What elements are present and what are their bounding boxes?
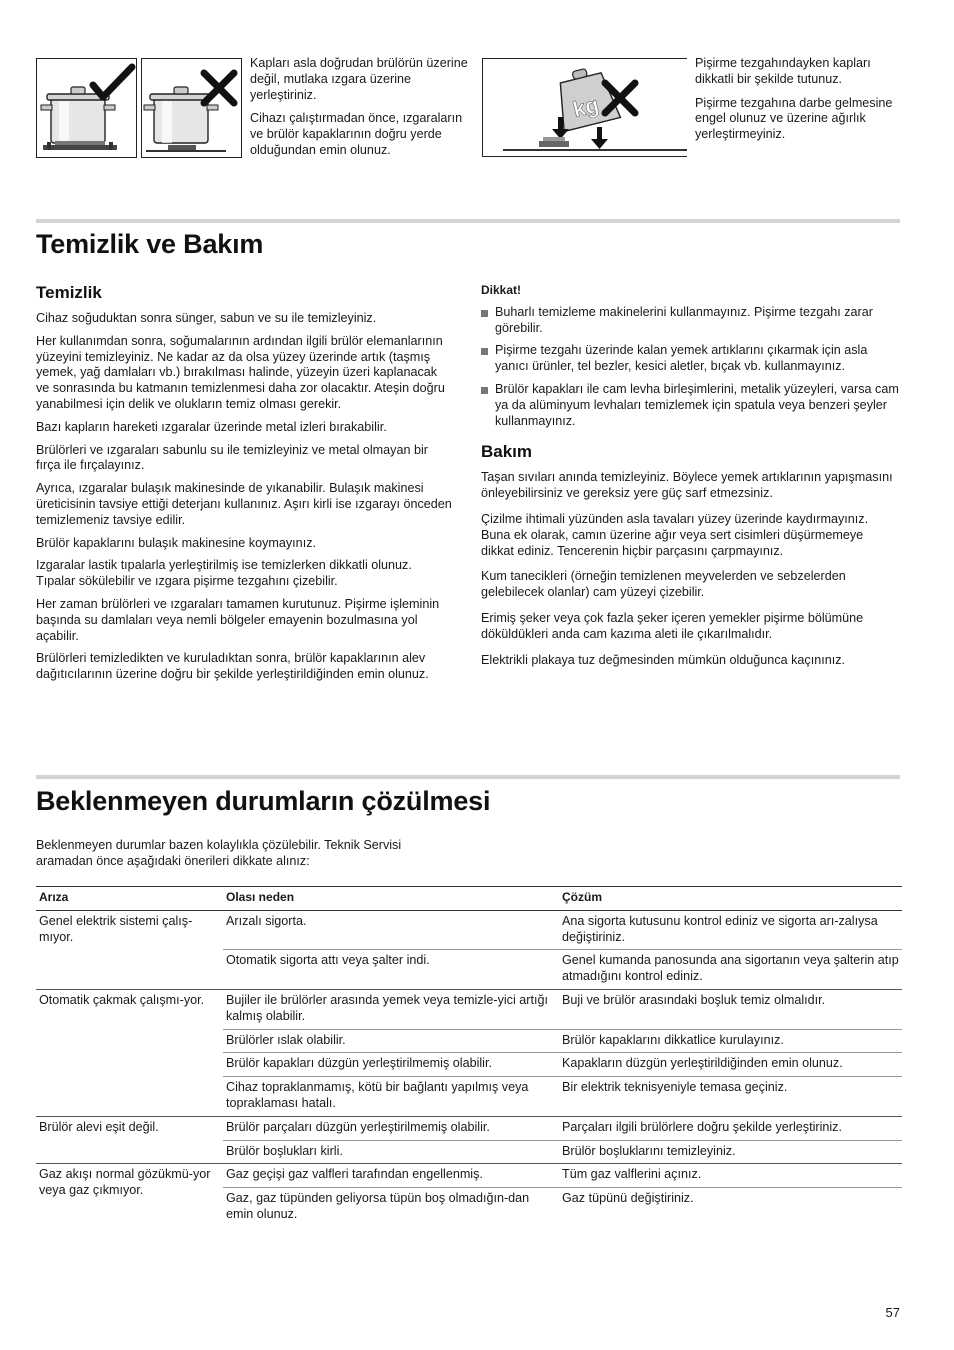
paragraph: Kum tanecikleri (örneğin temizlenen meyvelerden ve sebzelerden gelebilecek olanlar) cam yüzeyi çizebilir. [481, 569, 846, 600]
page-number: 57 [885, 1305, 900, 1320]
paragraph: Taşan sıvıları anında temizleyiniz. Böylece yemek artıklarının yapışmasını önleyebilirsiniz ve gereksiz yere güç sarf etmezsiniz. [481, 470, 893, 501]
fault-cell: Otomatik çakmak çalışmı-yor. [36, 989, 223, 1116]
paragraph: Elektrikli plakaya tuz değmesinden mümkün olduğunca kaçınınız. [481, 652, 846, 667]
bullet-square-icon [481, 387, 488, 394]
paragraph: Her kullanımdan sonra, soğumalarının ardından ilgili brülör elemanlarının yüzeyini temizleyiniz. Ne kadar az da olsa yüzey üzerinde artık (taşmış yemek, yağ damlaları vb.) bırakılması halinde, yüzeyin üzeri kaplanacak ve sonrasında bu katmanın temizlenmesi daha zor olacaktır. Ateşin doğru yanabilmesi için delik ve olukların temiz olması gerekir. [36, 333, 445, 411]
solution-cell: Gaz tüpünü değiştiriniz. [562, 1191, 694, 1206]
solution-cell: Bir elektrik teknisyeniyle temasa geçiniz. [559, 1077, 902, 1117]
cleaning-column [36, 282, 452, 690]
section-title-cleaning-maintenance: Temizlik ve Bakım [36, 229, 264, 259]
burner-icon [539, 137, 569, 147]
solution-cell: Ana sigorta kutusunu kontrol ediniz ve sigorta arı-zalıysa değiştiriniz. [559, 910, 902, 950]
table-header-row [36, 887, 902, 911]
solution-cell: Kapakların düzgün yerleştirildiğinden emin olunuz. [559, 1053, 902, 1077]
paragraph: Cihaz soğuduktan sonra sünger, sabun ve su ile temizleyiniz. [36, 311, 377, 325]
cross-mark-icon [204, 73, 234, 103]
note-text: Pişirme tezgahına darbe gelmesine engel olunuz ve üzerine ağırlık yerleştirmeyiniz. [695, 95, 893, 142]
hob-surface [503, 149, 687, 151]
paragraph: Izgaralar lastik tıpalarla yerleştirilmiş ise temizlerken dikkatli olunuz. Tıpalar sökülebilir ve ızgara pişirme tezgahını çizebilir. [36, 558, 412, 589]
note-text: Cihazı çalıştırmadan önce, ızgaraların ve brülör kapaklarının doğru yerde olduğundan emin olunuz. [250, 111, 463, 157]
hob-handling-notes [695, 56, 905, 151]
cause-cell: Gaz geçişi gaz valfleri tarafından engellenmiş. [223, 1164, 559, 1188]
cleaning-heading: Temizlik [36, 283, 102, 302]
solution-cell: Buji ve brülör arasındaki boşluk temiz olmalıdır. [559, 989, 902, 1029]
paragraph: Brülörleri temizledikten ve kuruladıktan sonra, brülör kapaklarının alev dağıtıcılarının üzerine doğru bir şekilde yerleştirildiğinden emin olunuz. [36, 651, 429, 682]
solution-cell: Genel kumanda panosunda ana sigortanın veya şalterin atıp atmadığını kontrol ediniz. [559, 950, 902, 990]
caution-label: Dikkat! [481, 283, 522, 297]
bullet-square-icon [481, 310, 488, 317]
paragraph: Ayrıca, ızgaralar bulaşık makinesinde de yıkanabilir. Bulaşık makinesi üreticisinin tavsiye ettiği deterjanı kullanınız. Aşırı kirli ise ızgarayı önceden temizlemeniz tavsiye edilir. [36, 481, 452, 527]
cause-cell: Brülörler ıslak olabilir. [223, 1029, 559, 1053]
paragraph: Bazı kapların hareketi ızgaralar üzerinde metal izleri bırakabilir. [36, 419, 387, 434]
note-text: Kapları asla doğrudan brülörün üzerine değil, mutlaka ızgara üzerine yerleştiriniz. [250, 56, 468, 102]
paragraph: Erimiş şeker veya çok fazla şeker içeren yemekler pişirme bölümüne döküldükleri anda cam kazıma aleti ile çıkarılmalıdır. [481, 610, 864, 641]
paragraph: Brülör kapaklarını bulaşık makinesine koymayınız. [36, 535, 316, 550]
caution-list [481, 305, 899, 430]
burner-icon [146, 145, 226, 152]
caution-maintenance-column [481, 283, 899, 675]
paragraph: Çizilme ihtimali yüzünden asla tavaları yüzey üzerinde kaydırmayınız. Buna ek olarak, camın üzerine ağır veya sert cisimleri düşürmemeye dikkat ediniz. Tencerenin hiçbir parçasını çarpmayınız. [481, 511, 869, 558]
list-item [481, 305, 899, 337]
table-row [36, 989, 902, 1029]
weight-label: kg [570, 91, 602, 123]
solution-cell: Brülör kapaklarını dikkatlice kurulayınız. [559, 1029, 902, 1053]
column-header-fault: Arıza [36, 887, 223, 911]
cause-cell: Brülör parçaları düzgün yerleştirilmemiş olabilir. [223, 1116, 559, 1140]
cause-cell: Brülör kapakları düzgün yerleştirilmemiş olabilir. [223, 1053, 559, 1077]
section-divider [36, 219, 900, 223]
section-divider [36, 775, 900, 779]
pot-placement-notes [250, 56, 468, 167]
section-title-troubleshooting: Beklenmeyen durumların çözülmesi [36, 786, 491, 816]
list-item-text: Buharlı temizleme makinelerini kullanmayınız. Pişirme tezgahı zarar görebilir. [495, 304, 873, 335]
pot-on-grate-correct-figure [36, 58, 137, 158]
maintenance-heading: Bakım [481, 442, 533, 462]
pot-on-burner-wrong-figure [141, 58, 242, 158]
paragraph: Her zaman brülörleri ve ızgaraları tamamen kurutunuz. Pişirme işleminin başında su damlaları veya nemli bölgeler emayenin bozulmasına yol açabilir. [36, 596, 440, 643]
down-arrow-icon [591, 127, 608, 149]
cause-cell: Gaz, gaz tüpünden geliyorsa tüpün boş olmadığın-dan emin olunuz. [226, 1191, 530, 1221]
weight-on-hob-wrong-figure [482, 58, 687, 157]
troubleshooting-table [36, 886, 902, 1227]
check-mark-icon [93, 67, 132, 97]
column-header-solution: Çözüm [559, 887, 902, 911]
cause-cell: Arızalı sigorta. [223, 910, 559, 950]
troubleshooting-intro: Beklenmeyen durumlar bazen kolaylıkla çözülebilir. Teknik Servisi aramadan önce aşağıdaki önerileri dikkate alınız: [36, 838, 402, 868]
table-row [36, 910, 902, 950]
table-row [36, 1164, 902, 1188]
fault-cell: Gaz akışı normal gözükmü-yor veya gaz çıkmıyor. [39, 1167, 211, 1198]
column-header-cause: Olası neden [223, 887, 559, 911]
table-row [36, 1116, 902, 1140]
fault-cell: Brülör alevi eşit değil. [36, 1116, 223, 1164]
paragraph: Brülörleri ve ızgaraları sabunlu su ile temizleyiniz ve metal olmayan bir fırça ile fırçalayınız. [36, 442, 428, 473]
list-item [481, 343, 899, 375]
solution-cell: Parçaları ilgili brülörlere doğru şekilde yerleştiriniz. [559, 1116, 902, 1140]
solution-cell: Tüm gaz valflerini açınız. [559, 1164, 902, 1188]
bullet-square-icon [481, 348, 488, 355]
fault-cell: Genel elektrik sistemi çalış-mıyor. [36, 910, 223, 989]
cause-cell: Cihaz topraklanmamış, kötü bir bağlantı yapılmış veya topraklaması hatalı. [223, 1077, 559, 1117]
note-text: Pişirme tezgahındayken kapları dikkatli bir şekilde tutunuz. [695, 56, 871, 86]
cause-cell: Bujiler ile brülörler arasında yemek veya temizle-yici artığı kalmış olabilir. [223, 989, 559, 1029]
list-item-text: Pişirme tezgahı üzerinde kalan yemek artıklarını çıkarmak için asla yanıcı ürünler, tel bezler, kesici aletler, bıçak vb. kullanmayınız. [495, 343, 868, 374]
list-item [481, 382, 899, 429]
solution-cell: Brülör boşluklarını temizleyiniz. [559, 1140, 902, 1164]
list-item-text: Brülör kapakları ile cam levha birleşimlerini, metalik yüzeyleri, varsa cam ya da alüminyum levhaları temizlemek için spatula veya benzeri şeyler kullanmayınız. [495, 381, 899, 428]
cause-cell: Brülör boşlukları kirli. [223, 1140, 559, 1164]
cause-cell: Otomatik sigorta attı veya şalter indi. [223, 950, 559, 990]
